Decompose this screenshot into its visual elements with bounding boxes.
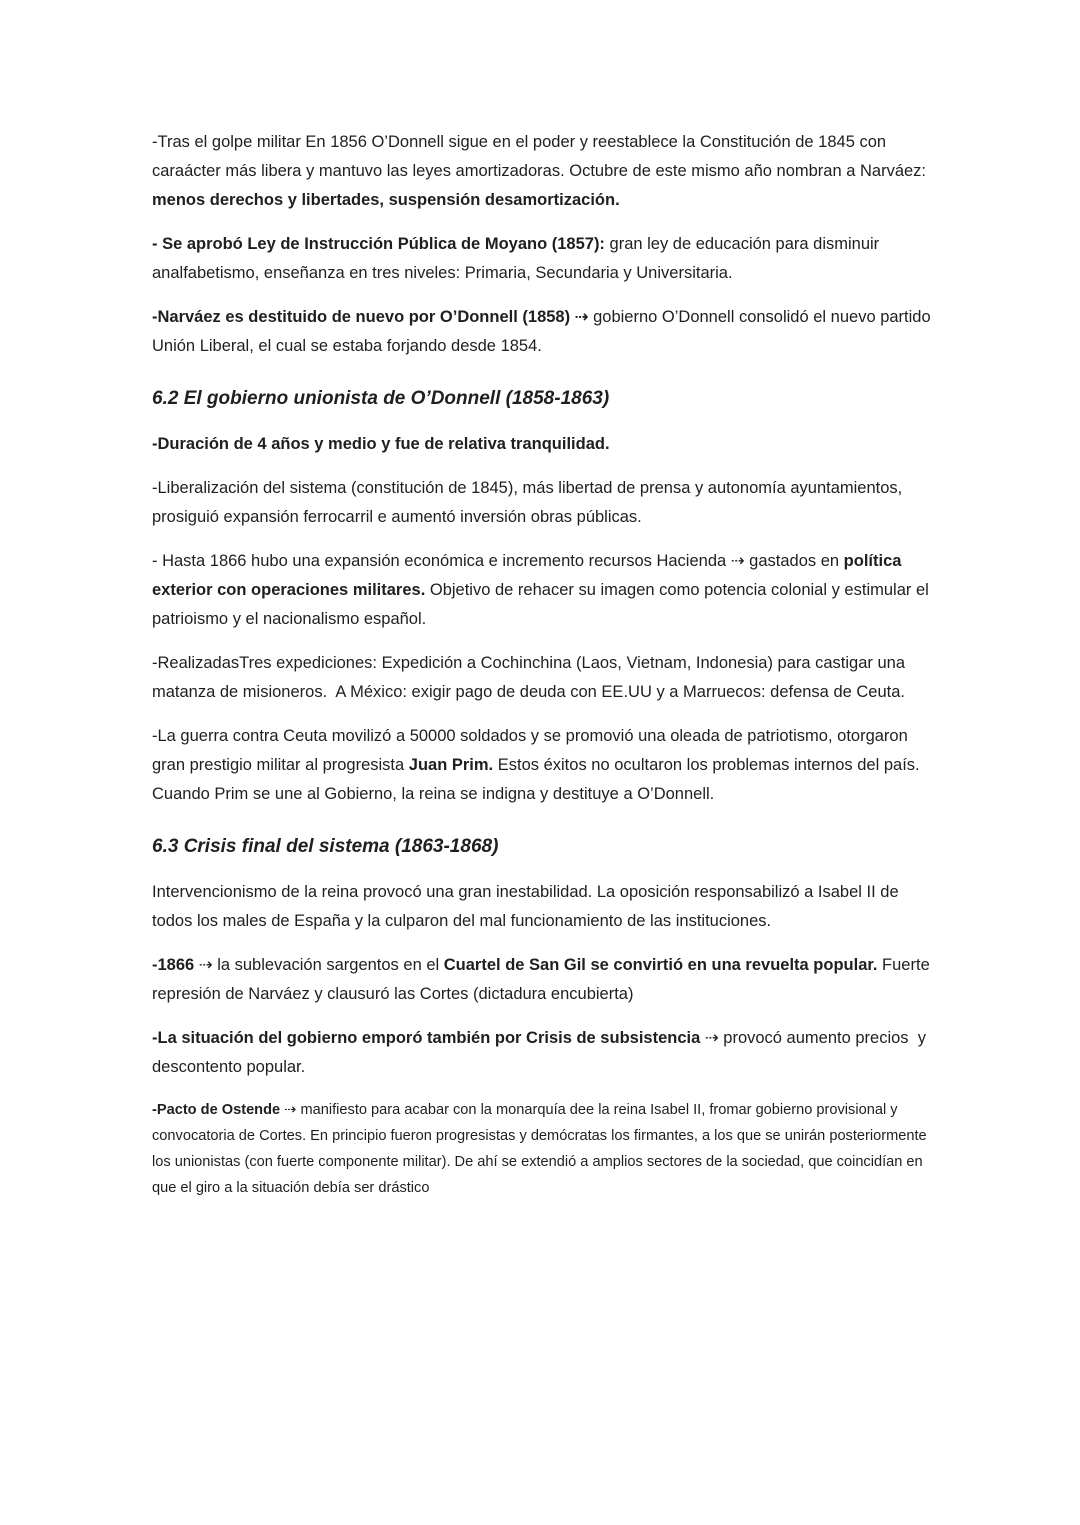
paragraph — [152, 128, 940, 215]
text-run: Objetivo de rehacer su imagen como potencia colonial y estimular el patrioismo y el nacionalismo español. — [152, 581, 934, 628]
text-run: -La situación del gobierno emporó también por Crisis de subsistencia — [152, 1029, 701, 1047]
text-run: -Pacto de Ostende — [152, 1102, 281, 1118]
paragraph — [152, 1024, 940, 1082]
text-run: Juan Prim. — [408, 756, 494, 774]
text-run: menos derechos y libertades, suspensión desamortización. — [152, 191, 620, 209]
text-run: -Tras el golpe militar En 1856 O’Donnell sigue en el poder y reestablece la Constitución de 1845 con caraácter más libera y mantuvo las leyes amortizadoras. Octubre de este mismo año nombran a Narváez: — [152, 133, 931, 180]
text-run: ⇢ la sublevación sargentos en el — [194, 956, 444, 974]
section-heading — [152, 833, 940, 861]
text-run: - Se aprobó Ley de Instrucción Pública de Moyano (1857): — [152, 235, 605, 253]
paragraph — [152, 722, 940, 809]
text-run: -RealizadasTres expediciones: Expedición a Cochinchina (Laos, Vietnam, Indonesia) para castigar una matanza de misioneros. A México: exigir pago de deuda con EE.UU y a Marruecos: defensa de Ceuta. — [152, 654, 910, 701]
text-run: -La guerra contra Ceuta movilizó a 50000 soldados y se promovió una oleada de patriotismo, otorgaron gran prestigio militar al progresista — [152, 727, 913, 774]
text-run: -Duración de 4 años y medio y fue de relativa tranquilidad. — [152, 435, 610, 453]
heading-text: 6.2 El gobierno unionista de O’Donnell (1858-1863) — [152, 388, 610, 409]
text-run: Estos éxitos no ocultaron los problemas internos del país. Cuando Prim se une al Gobierno, la reina se indigna y destituye a O’Donnell. — [152, 756, 925, 803]
document-content — [152, 128, 940, 1201]
text-run: ⇢ provocó aumento precios y descontento popular. — [152, 1029, 936, 1076]
section-heading — [152, 385, 940, 413]
heading-text: 6.3 Crisis final del sistema (1863-1868) — [152, 836, 499, 857]
text-run: gobierno O’Donnell consolidó el nuevo partido Unión Liberal, el cual se estaba forjando desde 1854. — [152, 308, 936, 355]
text-run: -1866 — [152, 956, 195, 974]
paragraph — [152, 303, 940, 361]
paragraph — [152, 474, 940, 532]
paragraph — [152, 649, 940, 707]
paragraph — [152, 1097, 940, 1201]
text-run: Fuerte represión de Narváez y clausuró las Cortes (dictadura encubierta) — [152, 956, 935, 1003]
paragraph — [152, 230, 940, 288]
paragraph — [152, 951, 940, 1009]
text-run: -Narváez es destituido de nuevo por O’Donnell (1858) ⇢ — [152, 308, 589, 326]
paragraph — [152, 878, 940, 936]
text-run: Cuartel de San Gil se convirtió en una revuelta popular. — [443, 956, 878, 974]
paragraph — [152, 430, 940, 459]
text-run: -Liberalización del sistema (constitución de 1845), más libertad de prensa y autonomía ayuntamientos, prosiguió expansión ferrocarril e aumentó inversión obras públicas. — [152, 479, 907, 526]
paragraph — [152, 547, 940, 634]
text-run: ⇢ manifiesto para acabar con la monarquía dee la reina Isabel II, fromar gobierno provisional y convocatoria de Cortes. En principio fueron progresistas y demócratas los firmantes, a los que se unirán posteriormente los unionistas (con fuerte componente militar). De ahí se extendió a amplios sectores de la sociedad, que coincidían en que el giro a la situación debía ser drástico — [152, 1102, 931, 1196]
text-run: política exterior con operaciones militares. — [152, 552, 907, 599]
text-run: Intervencionismo de la reina provocó una gran inestabilidad. La oposición responsabilizó a Isabel II de todos los males de España y la culparon del mal funcionamiento de las instituciones. — [152, 883, 904, 930]
text-run: gran ley de educación para disminuir analfabetismo, enseñanza en tres niveles: Primaria, Secundaria y Universitaria. — [152, 235, 884, 282]
text-run: - Hasta 1866 hubo una expansión económica e incremento recursos Hacienda ⇢ gastados en — [152, 552, 844, 570]
